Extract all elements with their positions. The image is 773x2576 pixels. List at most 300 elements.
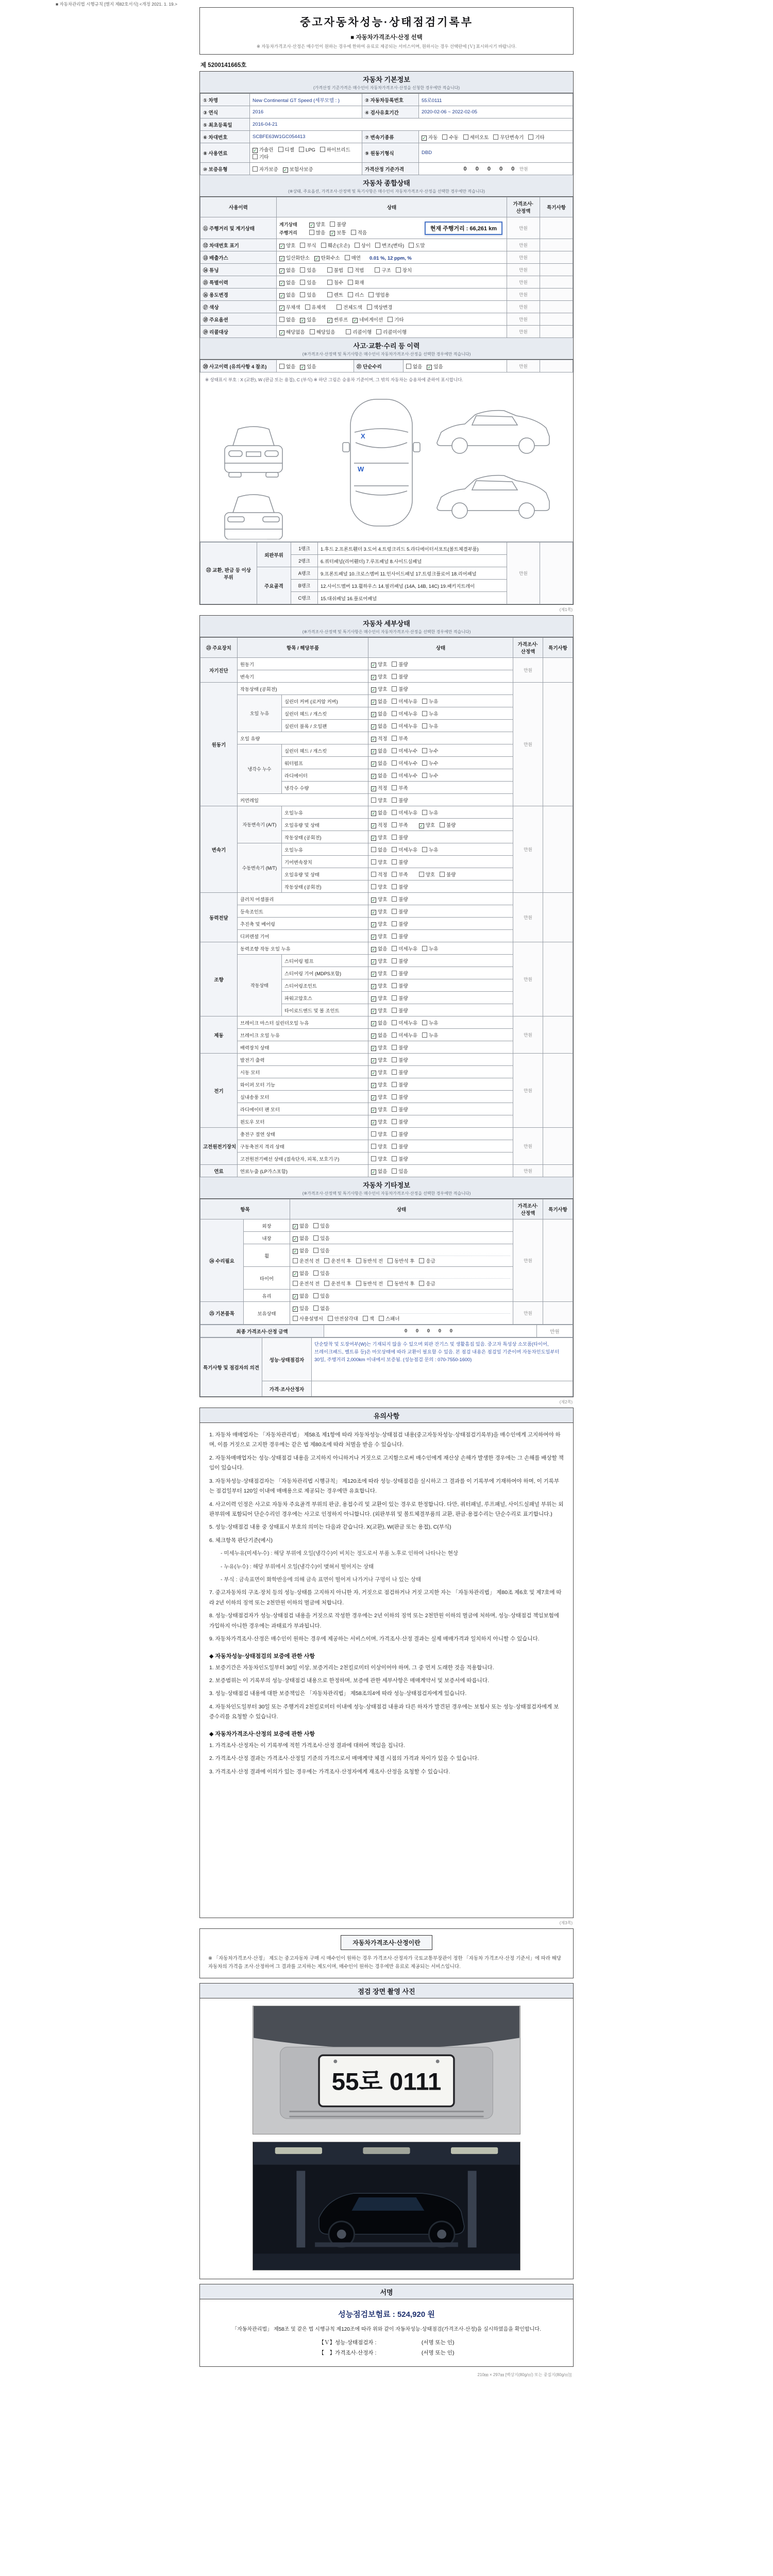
checkbox-unchecked[interactable] — [392, 1045, 397, 1050]
checkbox-option[interactable] — [463, 133, 489, 141]
checkbox-option[interactable] — [392, 1031, 417, 1039]
checkbox-checked[interactable]: ✓ — [280, 268, 284, 274]
checkbox-checked[interactable]: ✓ — [372, 1070, 376, 1076]
checkbox-unchecked[interactable] — [419, 1281, 424, 1286]
checkbox-unchecked[interactable] — [300, 267, 305, 273]
checkbox-checked[interactable]: ✓ — [372, 761, 376, 767]
checkbox-option[interactable] — [392, 796, 408, 804]
checkbox-unchecked[interactable] — [419, 872, 424, 877]
checkbox-unchecked[interactable] — [409, 243, 414, 248]
checkbox-checked[interactable]: ✓ — [283, 167, 288, 173]
checkbox-unchecked[interactable] — [313, 1293, 318, 1298]
checkbox-unchecked[interactable] — [313, 1248, 318, 1253]
checkbox-option[interactable] — [392, 1056, 408, 1063]
checkbox-option[interactable] — [371, 1069, 387, 1076]
checkbox-option[interactable] — [253, 165, 278, 173]
checkbox-checked[interactable]: ✓ — [293, 1248, 297, 1254]
checkbox-option[interactable] — [371, 784, 387, 791]
checkbox-unchecked[interactable] — [327, 267, 332, 273]
checkbox-option[interactable] — [419, 1280, 435, 1287]
checkbox-option[interactable] — [313, 1304, 329, 1312]
checkbox-option[interactable] — [371, 1106, 387, 1113]
checkbox-unchecked[interactable] — [392, 822, 397, 827]
checkbox-option[interactable] — [330, 221, 346, 228]
checkbox-checked[interactable]: ✓ — [372, 1120, 376, 1125]
checkbox-option[interactable] — [293, 1234, 309, 1242]
checkbox-option[interactable] — [371, 1155, 387, 1162]
checkbox-unchecked[interactable] — [293, 1258, 298, 1263]
checkbox-unchecked[interactable] — [320, 147, 325, 152]
checkbox-unchecked[interactable] — [327, 292, 332, 297]
checkbox-option[interactable] — [253, 153, 268, 160]
checkbox-unchecked[interactable] — [392, 983, 397, 988]
checkbox-option[interactable] — [279, 363, 295, 370]
checkbox-checked[interactable]: ✓ — [293, 1224, 297, 1229]
checkbox-unchecked[interactable] — [422, 773, 427, 778]
checkbox-unchecked[interactable] — [379, 1316, 384, 1321]
checkbox-unchecked[interactable] — [422, 1032, 427, 1038]
checkbox-unchecked[interactable] — [371, 798, 376, 803]
checkbox-option[interactable] — [293, 1280, 320, 1287]
checkbox-unchecked[interactable] — [392, 958, 397, 963]
checkbox-option[interactable] — [371, 1118, 387, 1125]
checkbox-unchecked[interactable] — [528, 134, 533, 140]
checkbox-unchecked[interactable] — [388, 1281, 393, 1286]
checkbox-checked[interactable]: ✓ — [372, 786, 376, 791]
checkbox-checked[interactable]: ✓ — [372, 835, 376, 841]
checkbox-checked[interactable]: ✓ — [372, 909, 376, 915]
checkbox-option[interactable] — [346, 328, 372, 335]
checkbox-option[interactable] — [371, 871, 387, 878]
checkbox-unchecked[interactable] — [300, 292, 305, 297]
checkbox-option[interactable] — [371, 933, 387, 940]
checkbox-checked[interactable]: ✓ — [315, 256, 319, 261]
checkbox-unchecked[interactable] — [371, 884, 376, 889]
checkbox-option[interactable] — [371, 821, 387, 828]
checkbox-unchecked[interactable] — [392, 884, 397, 889]
checkbox-checked[interactable]: ✓ — [300, 317, 305, 323]
checkbox-unchecked[interactable] — [463, 134, 468, 140]
checkbox-option[interactable] — [313, 1269, 329, 1277]
checkbox-unchecked[interactable] — [313, 1223, 318, 1228]
checkbox-option[interactable] — [313, 1222, 329, 1229]
checkbox-unchecked[interactable] — [253, 154, 258, 159]
checkbox-option[interactable] — [371, 834, 387, 841]
checkbox-option[interactable] — [371, 673, 387, 680]
checkbox-option[interactable] — [422, 846, 438, 853]
checkbox-unchecked[interactable] — [299, 147, 304, 152]
checkbox-unchecked[interactable] — [493, 134, 498, 140]
checkbox-option[interactable] — [422, 747, 438, 754]
checkbox-unchecked[interactable] — [346, 329, 351, 334]
checkbox-unchecked[interactable] — [356, 1258, 361, 1263]
checkbox-option[interactable] — [392, 871, 408, 878]
checkbox-option[interactable] — [279, 328, 305, 335]
checkbox-unchecked[interactable] — [392, 723, 397, 728]
checkbox-checked[interactable]: ✓ — [372, 711, 376, 717]
checkbox-option[interactable] — [310, 328, 335, 335]
checkbox-unchecked[interactable] — [440, 822, 445, 827]
checkbox-option[interactable] — [279, 303, 300, 311]
checkbox-unchecked[interactable] — [363, 1316, 368, 1321]
checkbox-option[interactable] — [300, 291, 316, 298]
checkbox-checked[interactable]: ✓ — [372, 996, 376, 1002]
checkbox-option[interactable] — [309, 229, 325, 236]
checkbox-checked[interactable]: ✓ — [372, 971, 376, 977]
checkbox-unchecked[interactable] — [313, 1235, 318, 1241]
checkbox-checked[interactable]: ✓ — [372, 724, 376, 730]
checkbox-unchecked[interactable] — [392, 699, 397, 704]
checkbox-option[interactable] — [392, 722, 417, 730]
checkbox-unchecked[interactable] — [392, 896, 397, 902]
checkbox-checked[interactable]: ✓ — [372, 897, 376, 903]
checkbox-option[interactable] — [321, 242, 350, 249]
checkbox-option[interactable] — [279, 254, 310, 261]
checkbox-checked[interactable]: ✓ — [310, 222, 314, 228]
checkbox-checked[interactable]: ✓ — [427, 364, 432, 370]
checkbox-checked[interactable]: ✓ — [372, 922, 376, 927]
checkbox-option[interactable] — [392, 970, 408, 977]
checkbox-unchecked[interactable] — [279, 317, 284, 322]
checkbox-option[interactable] — [371, 908, 387, 915]
checkbox-checked[interactable]: ✓ — [372, 1033, 376, 1039]
checkbox-checked[interactable]: ✓ — [293, 1306, 297, 1312]
checkbox-option[interactable] — [371, 1031, 387, 1039]
checkbox-option[interactable] — [392, 1130, 408, 1138]
checkbox-option[interactable] — [409, 242, 425, 249]
checkbox-unchecked[interactable] — [392, 1057, 397, 1062]
checkbox-option[interactable] — [371, 1019, 387, 1026]
checkbox-unchecked[interactable] — [392, 946, 397, 951]
checkbox-option[interactable] — [351, 229, 367, 236]
checkbox-option[interactable] — [392, 784, 408, 791]
checkbox-option[interactable] — [371, 982, 387, 989]
checkbox-option[interactable] — [392, 1155, 408, 1162]
checkbox-option[interactable] — [392, 747, 417, 754]
checkbox-unchecked[interactable] — [375, 243, 380, 248]
checkbox-unchecked[interactable] — [442, 134, 447, 140]
checkbox-unchecked[interactable] — [422, 946, 427, 951]
checkbox-unchecked[interactable] — [422, 760, 427, 766]
checkbox-option[interactable] — [293, 1304, 309, 1312]
checkbox-option[interactable] — [388, 1280, 414, 1287]
checkbox-option[interactable] — [327, 279, 343, 286]
checkbox-option[interactable] — [406, 363, 422, 370]
checkbox-option[interactable] — [422, 772, 438, 779]
checkbox-option[interactable] — [392, 1118, 408, 1125]
checkbox-unchecked[interactable] — [348, 292, 353, 297]
checkbox-unchecked[interactable] — [337, 304, 342, 310]
checkbox-option[interactable] — [327, 316, 348, 323]
checkbox-option[interactable] — [348, 279, 364, 286]
checkbox-unchecked[interactable] — [422, 723, 427, 728]
checkbox-option[interactable] — [392, 994, 408, 1002]
checkbox-unchecked[interactable] — [392, 1070, 397, 1075]
checkbox-option[interactable] — [388, 316, 404, 323]
checkbox-unchecked[interactable] — [392, 810, 397, 815]
checkbox-unchecked[interactable] — [392, 748, 397, 753]
checkbox-unchecked[interactable] — [321, 243, 326, 248]
checkbox-option[interactable] — [392, 883, 408, 890]
checkbox-option[interactable] — [371, 883, 387, 890]
checkbox-option[interactable] — [371, 970, 387, 977]
checkbox-option[interactable] — [355, 242, 371, 249]
checkbox-unchecked[interactable] — [392, 662, 397, 667]
checkbox-unchecked[interactable] — [368, 292, 374, 297]
checkbox-unchecked[interactable] — [440, 872, 445, 877]
checkbox-option[interactable] — [528, 133, 544, 141]
checkbox-option[interactable] — [392, 1069, 408, 1076]
checkbox-unchecked[interactable] — [392, 909, 397, 914]
checkbox-checked[interactable]: ✓ — [372, 1021, 376, 1026]
checkbox-unchecked[interactable] — [293, 1281, 298, 1286]
checkbox-checked[interactable]: ✓ — [372, 1045, 376, 1051]
checkbox-option[interactable] — [371, 722, 387, 730]
checkbox-option[interactable] — [314, 254, 340, 261]
checkbox-checked[interactable]: ✓ — [330, 230, 335, 236]
checkbox-option[interactable] — [279, 279, 295, 286]
checkbox-checked[interactable]: ✓ — [372, 687, 376, 692]
checkbox-option[interactable] — [299, 147, 315, 153]
checkbox-unchecked[interactable] — [376, 329, 381, 334]
checkbox-option[interactable] — [392, 1019, 417, 1026]
checkbox-option[interactable] — [279, 242, 295, 249]
checkbox-option[interactable] — [367, 303, 393, 311]
checkbox-checked[interactable]: ✓ — [372, 674, 376, 680]
checkbox-checked[interactable]: ✓ — [372, 984, 376, 989]
checkbox-option[interactable] — [392, 933, 408, 940]
checkbox-unchecked[interactable] — [392, 859, 397, 865]
checkbox-option[interactable] — [392, 735, 408, 742]
checkbox-unchecked[interactable] — [392, 674, 397, 679]
checkbox-option[interactable] — [371, 809, 387, 816]
checkbox-option[interactable] — [279, 291, 295, 298]
checkbox-unchecked[interactable] — [392, 760, 397, 766]
checkbox-unchecked[interactable] — [324, 1281, 329, 1286]
checkbox-option[interactable] — [293, 1257, 320, 1264]
checkbox-checked[interactable]: ✓ — [327, 317, 332, 323]
checkbox-option[interactable] — [392, 1007, 408, 1014]
checkbox-option[interactable] — [422, 698, 438, 705]
checkbox-unchecked[interactable] — [388, 1258, 393, 1263]
checkbox-unchecked[interactable] — [392, 736, 397, 741]
checkbox-option[interactable] — [440, 821, 456, 828]
checkbox-option[interactable] — [379, 1315, 400, 1322]
checkbox-unchecked[interactable] — [392, 971, 397, 976]
checkbox-option[interactable] — [363, 1315, 374, 1322]
checkbox-option[interactable] — [300, 242, 316, 249]
checkbox-option[interactable] — [356, 1257, 383, 1264]
checkbox-option[interactable] — [396, 266, 412, 274]
checkbox-unchecked[interactable] — [310, 329, 315, 334]
checkbox-unchecked[interactable] — [345, 255, 350, 260]
checkbox-unchecked[interactable] — [392, 773, 397, 778]
checkbox-unchecked[interactable] — [392, 995, 397, 1001]
checkbox-option[interactable] — [392, 1106, 408, 1113]
checkbox-option[interactable] — [371, 994, 387, 1002]
checkbox-option[interactable] — [283, 165, 313, 173]
checkbox-checked[interactable]: ✓ — [372, 1082, 376, 1088]
checkbox-option[interactable] — [371, 710, 387, 717]
checkbox-unchecked[interactable] — [392, 1144, 397, 1149]
checkbox-option[interactable] — [392, 834, 408, 841]
checkbox-unchecked[interactable] — [351, 230, 356, 235]
appraiser-signature-line[interactable]: 【 】가격조사·산정자 : (서명 또는 인) — [318, 2350, 455, 2357]
checkbox-option[interactable] — [371, 945, 387, 952]
checkbox-option[interactable] — [352, 316, 383, 323]
checkbox-checked[interactable]: ✓ — [293, 1271, 297, 1277]
checkbox-unchecked[interactable] — [313, 1270, 318, 1276]
checkbox-option[interactable] — [371, 846, 387, 853]
checkbox-option[interactable] — [371, 1056, 387, 1063]
price-appraisal-select[interactable]: ■ 자동차가격조사·산정 선택 — [350, 35, 423, 41]
checkbox-option[interactable] — [388, 1257, 414, 1264]
checkbox-unchecked[interactable] — [327, 280, 332, 285]
checkbox-unchecked[interactable] — [375, 267, 380, 273]
checkbox-option[interactable] — [392, 846, 417, 853]
checkbox-checked[interactable]: ✓ — [372, 810, 376, 816]
checkbox-unchecked[interactable] — [300, 280, 305, 285]
checkbox-option[interactable] — [371, 1093, 387, 1100]
checkbox-option[interactable] — [348, 291, 364, 298]
checkbox-option[interactable] — [392, 821, 408, 828]
checkbox-checked[interactable]: ✓ — [372, 662, 376, 668]
checkbox-option[interactable] — [392, 945, 417, 952]
checkbox-checked[interactable]: ✓ — [422, 135, 426, 141]
checkbox-checked[interactable]: ✓ — [372, 946, 376, 952]
checkbox-option[interactable] — [422, 945, 438, 952]
checkbox-unchecked[interactable] — [392, 1082, 397, 1087]
checkbox-checked[interactable]: ✓ — [353, 317, 358, 323]
checkbox-option[interactable] — [324, 1280, 351, 1287]
checkbox-option[interactable] — [371, 685, 387, 692]
checkbox-checked[interactable]: ✓ — [372, 699, 376, 705]
checkbox-option[interactable] — [392, 1167, 408, 1175]
checkbox-checked[interactable]: ✓ — [372, 1058, 376, 1063]
checkbox-option[interactable] — [392, 660, 408, 668]
checkbox-option[interactable] — [348, 266, 364, 274]
checkbox-option[interactable] — [300, 316, 316, 323]
checkbox-checked[interactable]: ✓ — [293, 1294, 297, 1299]
checkbox-option[interactable] — [422, 722, 438, 730]
checkbox-option[interactable] — [440, 871, 456, 878]
checkbox-unchecked[interactable] — [392, 1008, 397, 1013]
checkbox-option[interactable] — [371, 660, 387, 668]
checkbox-option[interactable] — [371, 772, 387, 779]
checkbox-option[interactable] — [392, 920, 408, 927]
checkbox-unchecked[interactable] — [305, 304, 310, 310]
checkbox-option[interactable] — [293, 1222, 309, 1229]
checkbox-unchecked[interactable] — [392, 934, 397, 939]
inspector-signature-line[interactable]: 【Ｖ】성능·상태점검자 : (서명 또는 인) — [318, 2340, 455, 2346]
checkbox-unchecked[interactable] — [392, 1156, 397, 1161]
checkbox-option[interactable] — [442, 133, 458, 141]
checkbox-unchecked[interactable] — [367, 304, 372, 310]
checkbox-option[interactable] — [376, 328, 407, 335]
checkbox-checked[interactable]: ✓ — [280, 305, 284, 311]
checkbox-unchecked[interactable] — [392, 921, 397, 926]
checkbox-option[interactable] — [375, 242, 404, 249]
checkbox-option[interactable] — [356, 1280, 383, 1287]
checkbox-option[interactable] — [337, 303, 362, 311]
checkbox-option[interactable] — [371, 957, 387, 964]
checkbox-unchecked[interactable] — [348, 267, 353, 273]
checkbox-unchecked[interactable] — [422, 847, 427, 852]
checkbox-option[interactable] — [371, 747, 387, 754]
checkbox-unchecked[interactable] — [279, 364, 284, 369]
checkbox-option[interactable] — [371, 1143, 387, 1150]
checkbox-unchecked[interactable] — [371, 872, 376, 877]
checkbox-option[interactable] — [422, 1019, 438, 1026]
checkbox-option[interactable] — [419, 1257, 435, 1264]
checkbox-option[interactable] — [392, 908, 408, 915]
checkbox-unchecked[interactable] — [392, 835, 397, 840]
checkbox-option[interactable] — [278, 146, 294, 153]
checkbox-option[interactable] — [392, 809, 417, 816]
checkbox-checked[interactable]: ✓ — [293, 1236, 297, 1242]
checkbox-option[interactable] — [371, 735, 387, 742]
checkbox-unchecked[interactable] — [422, 699, 427, 704]
checkbox-option[interactable] — [279, 266, 295, 274]
checkbox-unchecked[interactable] — [396, 267, 401, 273]
checkbox-unchecked[interactable] — [392, 1107, 397, 1112]
checkbox-option[interactable] — [422, 1031, 438, 1039]
checkbox-option[interactable] — [327, 266, 343, 274]
checkbox-unchecked[interactable] — [392, 1119, 397, 1124]
checkbox-unchecked[interactable] — [392, 785, 397, 790]
checkbox-option[interactable] — [392, 1143, 408, 1150]
checkbox-option[interactable] — [392, 772, 417, 779]
checkbox-unchecked[interactable] — [392, 847, 397, 852]
checkbox-option[interactable] — [427, 363, 443, 370]
checkbox-option[interactable] — [422, 759, 438, 767]
checkbox-checked[interactable]: ✓ — [372, 1095, 376, 1100]
checkbox-option[interactable] — [371, 858, 387, 866]
checkbox-unchecked[interactable] — [419, 1258, 424, 1263]
checkbox-unchecked[interactable] — [371, 847, 376, 852]
checkbox-option[interactable] — [279, 316, 295, 323]
checkbox-unchecked[interactable] — [406, 364, 411, 369]
checkbox-option[interactable] — [313, 1234, 329, 1242]
checkbox-option[interactable] — [371, 1167, 387, 1175]
checkbox-checked[interactable]: ✓ — [419, 823, 424, 828]
checkbox-unchecked[interactable] — [324, 1258, 329, 1263]
checkbox-option[interactable] — [327, 291, 343, 298]
checkbox-option[interactable] — [313, 1247, 329, 1254]
checkbox-option[interactable] — [320, 146, 350, 153]
checkbox-checked[interactable]: ✓ — [372, 823, 376, 828]
checkbox-checked[interactable]: ✓ — [372, 749, 376, 754]
checkbox-option[interactable] — [305, 303, 326, 311]
checkbox-unchecked[interactable] — [355, 243, 360, 248]
checkbox-unchecked[interactable] — [348, 280, 353, 285]
checkbox-option[interactable] — [330, 229, 346, 236]
checkbox-option[interactable] — [493, 133, 524, 141]
checkbox-option[interactable] — [293, 1247, 309, 1254]
checkbox-checked[interactable]: ✓ — [372, 1008, 376, 1014]
checkbox-unchecked[interactable] — [253, 166, 258, 172]
checkbox-option[interactable] — [392, 895, 408, 903]
checkbox-unchecked[interactable] — [392, 1168, 397, 1174]
checkbox-option[interactable] — [392, 957, 408, 964]
checkbox-option[interactable] — [392, 1044, 408, 1051]
checkbox-unchecked[interactable] — [309, 230, 314, 235]
checkbox-unchecked[interactable] — [392, 1094, 397, 1099]
checkbox-unchecked[interactable] — [422, 711, 427, 716]
checkbox-option[interactable] — [422, 809, 438, 816]
checkbox-option[interactable] — [293, 1292, 309, 1299]
checkbox-checked[interactable]: ✓ — [372, 773, 376, 779]
